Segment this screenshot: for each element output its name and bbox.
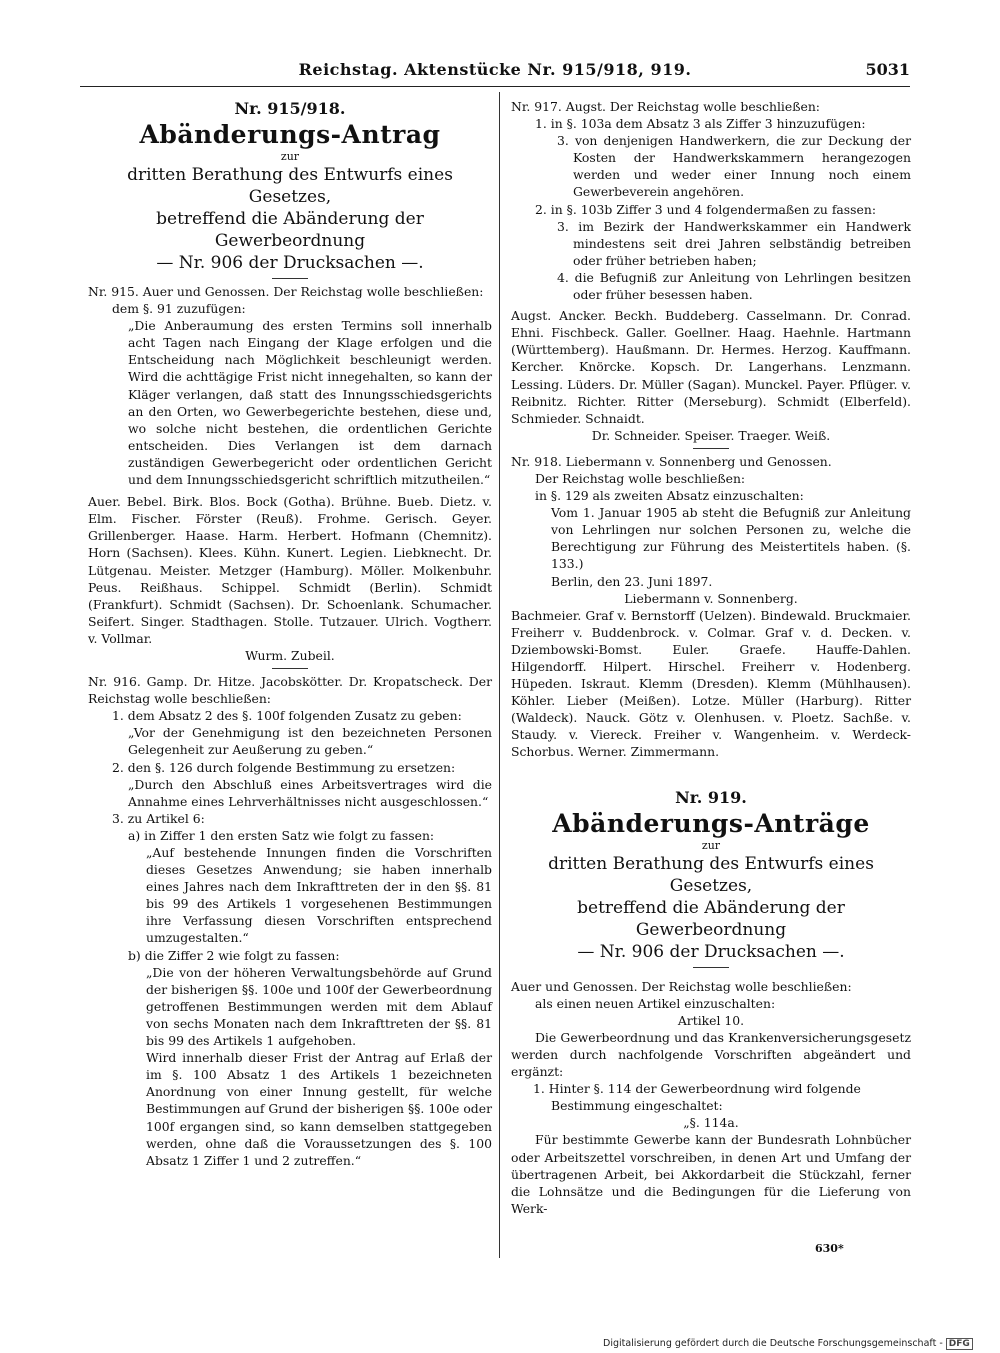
motion-918-signatories: Bachmeier. Graf v. Bernstorff (Uelzen). Bindewald. Bruckmaier. Freiherr v. Buddenbrock. v. Colmar. Graf v. d. Decken. v. Dziembowski-Bomst. Euler. Graefe. Hauffe-Dahlen. Hilgendorff. Hilpert. Hirschel. Freiherr v. Hodenberg. Hüpeden. Iskraut. Klemm (Dresden). Klemm (Mühlhausen). Köhler. Lieber (Meißen). Lotze. Müller (Harburg). Ritter (Waldeck). Nauck. Götz v. Olenhusen. v. Ploetz. Sachße. v. Staudy. v. Viereck. Freiher v. Wangenheim. v. Werdeck-Schorbus. Werner. Zimmermann. [511, 607, 911, 760]
motion-918-signer: Liebermann v. Sonnenberg. [624, 590, 798, 606]
motion-916-item-3b: b) die Ziffer 2 wie folgt zu fassen: [128, 947, 340, 963]
short-divider [272, 278, 308, 279]
section-reference: — Nr. 906 der Drucksachen —. [577, 941, 845, 962]
section-subtitle-2: betreffend die Abänderung der Gewerbeordnung [577, 897, 845, 940]
short-divider [693, 967, 729, 968]
section-subtitle-1: dritten Berathung des Entwurfs eines Gesetzes, [548, 853, 874, 896]
motion-919-line: als einen neuen Artikel einzuschalten: [535, 995, 776, 1011]
section-number: Nr. 919. [675, 787, 747, 807]
footer [603, 1338, 973, 1350]
page-header [80, 60, 910, 86]
right-column [511, 98, 911, 1217]
section-subtitle-1: dritten Berathung des Entwurfs eines Gesetzes, [127, 165, 453, 207]
motion-917-item-2: 2. in §. 103b Ziffer 3 und 4 folgendermaßen zu fassen: [535, 201, 877, 217]
column-divider [499, 92, 500, 1258]
section-title: Abänderungs-Anträge [552, 808, 870, 838]
motion-917-signatories: Augst. Ancker. Beckh. Buddeberg. Casselmann. Dr. Conrad. Ehni. Fischbeck. Galler. Goellner. Haag. Haehnle. Hartmann (Württemberg). Haußmann. Dr. Hermes. Herzog. Kauffmann. Kercher. Knörcke. Kopsch. Dr. Langerhans. Lenzmann. Lessing. Lüders. Dr. Müller (Sagan). Munckel. Payer. Pflüger. v. Reibnitz. Richter. Ritter (Merseburg). Schmidt (Elberfeld). Schmieder. Schnaidt. [511, 308, 911, 426]
motion-919-text-2: Für bestimmte Gewerbe kann der Bundesrath Lohnbücher oder Arbeitszettel vorschreiben, in denen Art und Umfang der übertragenen Arbeit, bei Akkordarbeit die Stückzahl, ferner die Lohnsätze und die Bedingungen für die Lieferung von Werk- [511, 1132, 911, 1216]
motion-919-text-1: Die Gewerbeordnung und das Krankenversicherungsgesetz werden durch nachfolgende Vorschriften abgeändert und ergänzt: [511, 1029, 911, 1080]
running-title: Reichstag. Aktenstücke Nr. 915/918, 919. [298, 60, 692, 79]
section-title: Abänderungs-Antrag [139, 120, 441, 149]
motion-918-place-date: Berlin, den 23. Juni 1897. [551, 573, 713, 589]
motion-917-item-1: 1. in §. 103a dem Absatz 3 als Ziffer 3 hinzuzufügen: [535, 116, 866, 132]
motion-916-item-1-text: „Vor der Genehmigung ist den bezeichneten Personen Gelegenheit zur Aeußerung zu geben.“ [128, 725, 492, 758]
short-divider [272, 668, 308, 669]
motion-915-signatories-last: Wurm. Zubeil. [245, 647, 335, 663]
motion-916-item-1: 1. dem Absatz 2 des §. 100f folgenden Zusatz zu geben: [112, 708, 462, 724]
motion-917-signatories-last: Dr. Schneider. Speiser. Traeger. Weiß. [591, 427, 831, 443]
motion-916-item-2: 2. den §. 126 durch folgende Bestimmung zu ersetzen: [112, 759, 456, 775]
section-number: Nr. 915/918. [234, 99, 346, 118]
signature-mark: 630* [815, 1242, 844, 1255]
motion-916-item-3b-text-2: Wird innerhalb dieser Frist der Antrag auf Erlaß der im §. 100 Absatz 1 des Artikels 1 bezeichneten Anordnung von einer Innung gestellt, für welche Bestimmungen auf Grund der bisherigen §§. 100e oder 100f ergangen sind, so kann demselben stattgegeben werden, ohne daß die Voraussetzungen des §. 100 Absatz 1 Ziffer 1 und 2 zutreffen.“ [146, 1050, 492, 1168]
page-number: 5031 [865, 60, 910, 79]
dfg-logo: DFG [946, 1338, 973, 1350]
section-zur: zur [701, 838, 721, 852]
motion-918-line-1: Der Reichstag wolle beschließen: [535, 470, 746, 486]
motion-915-lead: Nr. 915. Auer und Genossen. Der Reichstag wolle beschließen: [88, 284, 484, 299]
motion-916-lead: Nr. 916. Gamp. Dr. Hitze. Jacobskötter. Dr. Kropatscheck. Der Reichstag wolle beschließen: [88, 674, 492, 707]
short-divider [693, 448, 729, 449]
motion-917-item-2-text-4: 4. die Befugniß zur Anleitung von Lehrlingen besitzen oder früher besessen haben. [557, 269, 911, 303]
motion-919-item-1: 1. Hinter §. 114 der Gewerbeordnung wird folgende Bestimmung eingeschaltet: [533, 1081, 861, 1114]
motion-916-item-3: 3. zu Artikel 6: [112, 810, 205, 826]
section-reference: — Nr. 906 der Drucksachen —. [156, 253, 424, 273]
motion-916-item-2-text: „Durch den Abschluß eines Arbeitsvertrages wird die Annahme eines Lehrverhältnisses nicht ausgeschlossen.“ [128, 776, 492, 809]
motion-916-item-3a-text: „Auf bestehende Innungen finden die Vorschriften dieses Gesetzes Anwendung; sie haben innerhalb eines Jahres nach dem Inkrafttreten der in den §§. 81 bis 99 des Artikels 1 vorgesehenen Bestimmungen ihre Verfassung diesen Vorschriften entsprechend umzugestalten.“ [146, 845, 492, 946]
footer-text: Digitalisierung gefördert durch die Deutsche Forschungsgemeinschaft - [603, 1338, 943, 1349]
motion-918-text: Vom 1. Januar 1905 ab steht die Befugniß zur Anleitung von Lehrlingen nur solchen Personen zu, welche die Berechtigung zur Führung des Meistertitels haben. (§. 133.) [551, 505, 911, 572]
motion-919-lead: Auer und Genossen. Der Reichstag wolle beschließen: [511, 978, 852, 994]
section-subtitle-2: betreffend die Abänderung der Gewerbeordnung [156, 209, 424, 251]
motion-918-lead: Nr. 918. Liebermann v. Sonnenberg und Genossen. [511, 453, 832, 469]
motion-917-lead: Nr. 917. Augst. Der Reichstag wolle beschließen: [511, 99, 820, 114]
motion-916-item-3b-text-1: „Die von der höheren Verwaltungsbehörde auf Grund der bisherigen §§. 100e und 100f der Gewerbeordnung getroffenen Bestimmungen werden mit dem Ablauf von sechs Monaten nach dem Inkrafttreten der §§. 81 bis 99 des Artikels 1 aufgehoben. [146, 964, 492, 1049]
left-column [88, 98, 492, 1169]
motion-916-item-3a: a) in Ziffer 1 den ersten Satz wie folgt zu fassen: [128, 827, 435, 843]
motion-918-line-2: in §. 129 als zweiten Absatz einzuschalten: [535, 488, 804, 504]
header-rule [80, 86, 910, 87]
section-zur: zur [280, 150, 300, 163]
motion-915-text: „Die Anberaumung des ersten Termins soll innerhalb acht Tagen nach Eingang der Klage erfolgen und die Entscheidung nach Möglichkeit beschleunigt werden. Wird die achttägige Frist nicht innegehalten, so kann der Kläger verlangen, daß statt des Innungsschiedsgerichts an den Orten, wo Gewerbegerichte bestehen, diese und, wo solche nicht bestehen, die ordentlichen Gerichte entscheiden. Dies Verlangen ist dem darnach zuständigen Gewerbegericht oder ordentlichen Gericht und dem Innungsschiedsgericht schriftlich mitzutheilen.“ [128, 318, 492, 488]
motion-915-line: dem §. 91 zuzufügen: [112, 301, 246, 317]
motion-917-item-1-text: 3. von denjenigen Handwerkern, die zur Deckung der Kosten der Handwerkskammern herangezogen werden und weder einer Innung noch einem Gewerbeverein angehören. [557, 133, 911, 200]
motion-915-signatories: Auer. Bebel. Birk. Blos. Bock (Gotha). Brühne. Bueb. Dietz. v. Elm. Fischer. Förster (Reuß). Frohme. Gerisch. Geyer. Grillenberger. Haase. Harm. Herbert. Hofmann (Chemnitz). Horn (Sachsen). Klees. Kühn. Kunert. Legien. Liebknecht. Dr. Lütgenau. Meister. Metzger (Hamburg). Möller. Molkenbuhr. Peus. Reißhaus. Schippel. Schmidt (Berlin). Schmidt (Frankfurt). Schmidt (Sachsen). Dr. Schoenlank. Schumacher. Seifert. Singer. Stadthagen. Stolle. Tutzauer. Ulrich. Vogtherr. v. Vollmar. [88, 494, 492, 646]
motion-917-item-2-text-3: 3. im Bezirk der Handwerkskammer ein Handwerk mindestens seit drei Jahren selbständig betreiben oder früher betrieben haben; [557, 218, 911, 268]
motion-919-artikel: Artikel 10. [677, 1012, 745, 1028]
motion-919-paragraph: „§. 114a. [683, 1115, 739, 1131]
